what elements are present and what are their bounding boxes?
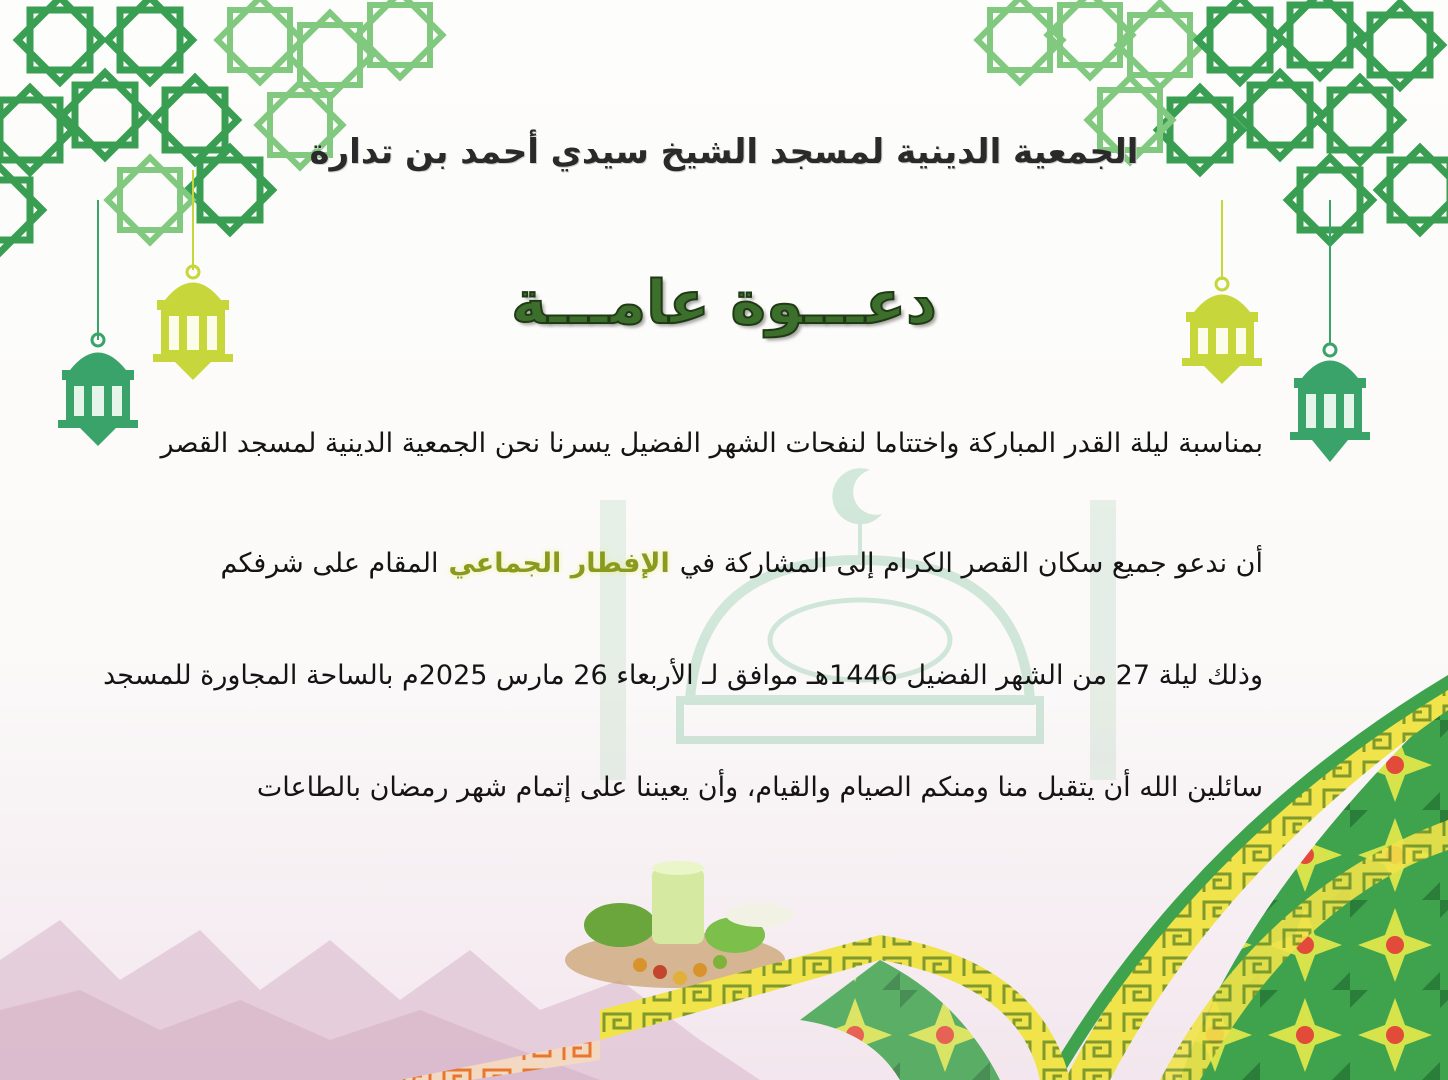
highlight-iftar: الإفطار الجماعي [448,548,670,579]
lantern-right-green [1290,200,1370,462]
lantern-right-yellow [1182,200,1262,384]
lantern-left-yellow [153,170,233,380]
mosque-watermark [600,468,1116,780]
body-line-2 [220,548,1263,579]
body-line-1: بمناسبة ليلة القدر المباركة واختتاما لنفحات الشهر الفضيل يسرنا نحن الجمعية الدينية لمسجد القصر [160,428,1263,459]
organization-title: الجمعية الدينية لمسجد الشيخ سيدي أحمد بن تدارة [309,132,1139,172]
pattern-top-right [978,0,1448,242]
body-line-4: سائلين الله أن يتقبل منا ومنكم الصيام والقيام، وأن يعيننا على إتمام شهر رمضان بالطاعات [256,772,1263,803]
body-line-3: وذلك ليلة 27 من الشهر الفضيل 1446هـ موافق لـ الأربعاء 26 مارس 2025م بالساحة المجاورة للمسجد [103,660,1263,691]
body-line-2-end: المقام على شرفكم [220,548,439,579]
lantern-left-green [58,200,138,446]
pattern-top-left [0,0,442,252]
body-line-2-start: أن ندعو جميع سكان القصر الكرام إلى المشاركة في [679,548,1263,579]
invitation-title: دعـــوة عامـــة [511,268,937,338]
